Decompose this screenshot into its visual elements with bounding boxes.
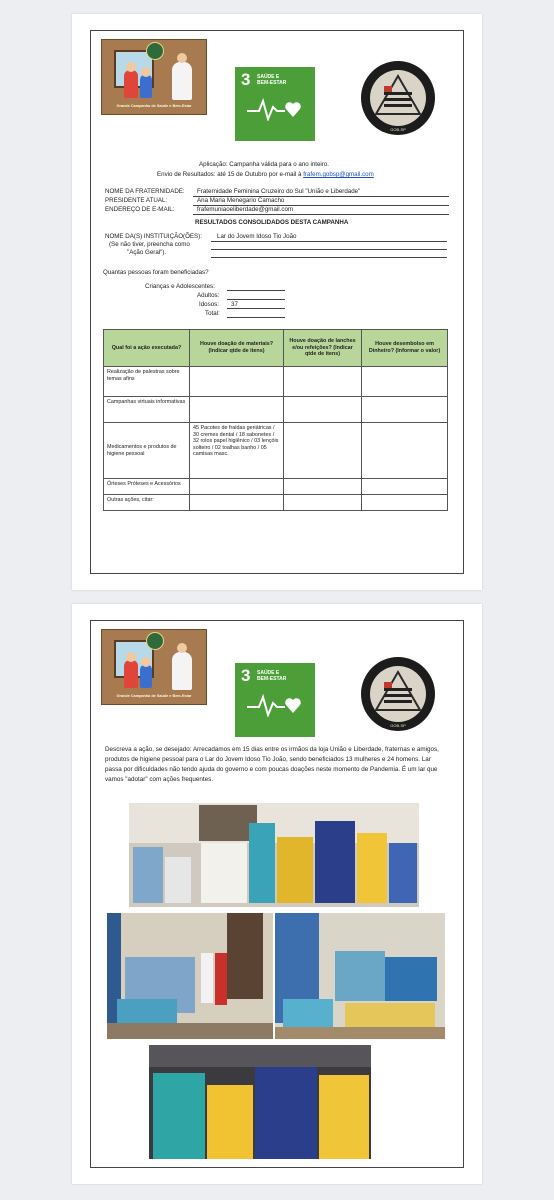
table-cell [190,397,284,423]
section-title: RESULTADOS CONSOLIDADOS DESTA CAMPANHA [195,219,349,226]
sdg-number: 3 [241,666,251,685]
seal-emblem-icon [370,666,426,722]
count-children-label: Crianças e Adolescentes: [145,283,215,290]
donations-photo-3 [275,913,445,1039]
table-cell [284,367,362,397]
masonic-seal [361,657,435,731]
campaign-logo-caption: Grande Campanha de Saúde e Bem-Estar [116,694,192,698]
fraternity-value: Fraternidade Feminina Cruzeiro do Sul "União e Liberdade" [197,188,361,195]
sdg-3-logo [235,67,315,141]
president-value: Ana Maria Menegario Camacho [197,197,285,204]
sdg-label: SAÚDE E BEM-ESTAR [257,670,287,682]
action-description: Descreva a ação, se desejado: Arrecadamos em 15 dias entre os irmãos da loja União e Liberdade, fraternas e amigos, produtos de higiene pessoal para o Lar do Jovem Idoso Tio João, sendo beneficiados 13 mulheres e 24 homens. Lar passa por dificuldades não tendo ajuda do governo e com poucas doações neste momento de Pandemia. É um lar que vamos "adotar" com ações frequentes. [105,746,439,783]
table-cell [362,367,448,397]
header-meals: Houve doação de lanches e/ou refeições? (Indicar qtde de itens) [284,330,362,367]
document-page-2 [72,604,482,1184]
donations-photo-1 [129,803,419,907]
table-row [104,423,448,479]
table-row [104,367,448,397]
table-cell: Outras ações, citar: [104,495,190,511]
table-cell [284,495,362,511]
sdg-3-logo [235,663,315,737]
table-cell [284,397,362,423]
table-cell [284,479,362,495]
header-materials: Houve doação de materiais? (Indicar qtde de itens) [190,330,284,367]
table-cell: Órteses Próteses e Acessórios [104,479,190,495]
table-cell [362,479,448,495]
table-cell [284,423,362,479]
table-cell [190,367,284,397]
institution-value: Lar do Jovem Idoso Tio João [217,233,297,240]
table-cell [362,495,448,511]
table-row [104,495,448,511]
campaign-logo-caption: Grande Campanha de Saúde e Bem-Estar [116,104,192,108]
table-cell [190,479,284,495]
results-deadline: Envio de Resultados: até 15 de Outubro por e-mail à frafem.gobsp@gmail.com [157,171,374,178]
count-total-label: Total: [205,310,220,317]
page-1-frame [90,30,464,574]
application-text: Aplicação: Campanha válida para o ano inteiro. [199,161,330,168]
table-cell [362,423,448,479]
table-cell: 45 Pacotes de fraldas geriátricas / 30 cremes dental / 18 sabonetes / 32 rolos papel higiênico / 03 lençóis solteiro / 02 toalhas banho / 05 camisas masc. [190,423,284,479]
email-label: ENDEREÇO DE E-MAIL: [105,206,175,213]
campaign-logo [101,39,207,115]
institution-label: NOME DA(S) INSTITUIÇÃO(ÕES): [105,233,202,240]
heartbeat-icon [247,97,305,121]
table-cell [190,495,284,511]
masonic-seal [361,61,435,135]
seal-text: GOB-SP [390,723,406,728]
header-action: Qual foi a ação executada? [104,330,190,367]
table-header-row [104,330,448,367]
fraternity-label: NOME DA FRATERNIDADE: [105,188,185,195]
donations-photo-4 [149,1045,371,1159]
heartbeat-icon [247,693,305,717]
table-cell: Campanhas virtuais informativas [104,397,190,423]
institution-note: (Se não tiver, preencha como [109,241,190,248]
campaign-logo [101,629,207,705]
institution-note-2: "Ação Geral"). [127,249,167,256]
results-email-link[interactable]: frafem.gobsp@gmail.com [303,171,374,178]
document-page-1 [72,14,482,590]
beneficiaries-question: Quantas pessoas foram beneficiadas? [103,269,209,276]
page-2-frame [90,620,464,1168]
table-cell [362,397,448,423]
results-table [103,329,448,511]
table-row [104,397,448,423]
seal-emblem-icon [370,70,426,126]
sdg-label: SAÚDE E BEM-ESTAR [257,74,287,86]
sdg-number: 3 [241,70,251,89]
count-elderly-label: Idosos: [199,301,219,308]
table-row [104,479,448,495]
header-money: Houve desembolso em Dinheiro? (Informar o valor) [362,330,448,367]
table-cell: Medicamentos e produtos de higiene pessoal [104,423,190,479]
count-adults-label: Adultos: [197,292,220,299]
table-cell: Realização de palestras sobre temas afins [104,367,190,397]
donations-photo-2 [107,913,273,1039]
email-value: frafemuniaoeliberdade@gmail.com [197,206,294,213]
seal-text: GOB-SP [390,127,406,132]
count-elderly-value: 37 [231,301,238,308]
president-label: PRESIDENTE ATUAL: [105,197,168,204]
